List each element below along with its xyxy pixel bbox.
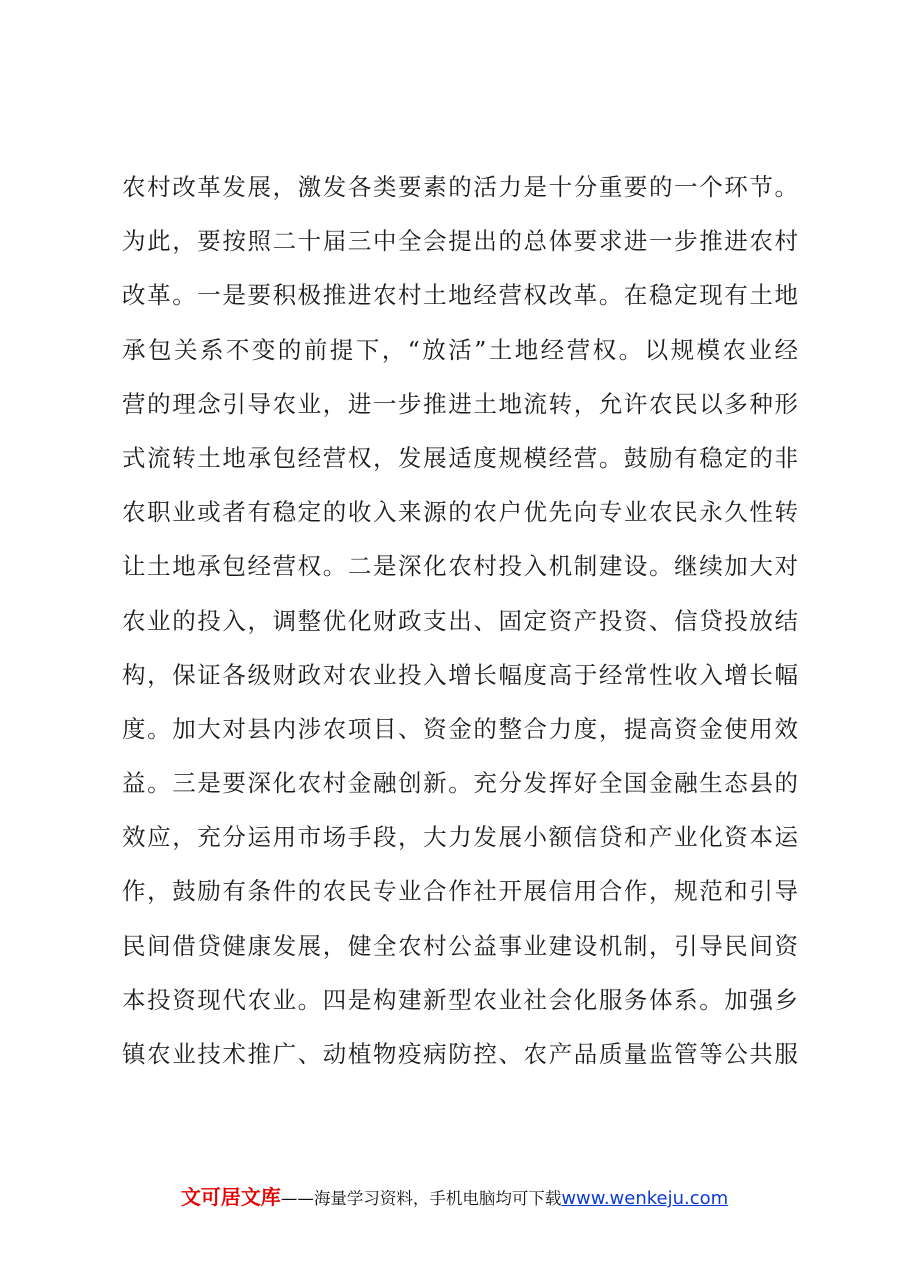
footer-site-link[interactable]: www.wenkeju.com xyxy=(561,1188,729,1209)
text-line: 让土地承包经营权。二是深化农村投入机制建设。继续加大对 xyxy=(122,552,798,581)
text-line: 式流转土地承包经营权，发展适度规模经营。鼓励有稳定的非 xyxy=(122,443,798,472)
text-line: 民间借贷健康发展，健全农村公益事业建设机制，引导民间资 xyxy=(122,931,798,960)
footer-brand: 文可居文库 xyxy=(180,1185,281,1209)
text-line: 镇农业技术推广、动植物疫病防控、农产品质量监管等公共服 xyxy=(122,1040,798,1068)
text-line: 承包关系不变的前提下，“放活”土地经营权。以规模农业经 xyxy=(122,335,798,364)
text-line: 益。三是要深化农村金融创新。充分发挥好全国金融生态县的 xyxy=(122,769,798,798)
text-line: 度。加大对县内涉农项目、资金的整合力度，提高资金使用效 xyxy=(122,714,798,743)
text-line: 改革。一是要积极推进农村土地经营权改革。在稳定现有土地 xyxy=(122,281,798,310)
body-text xyxy=(122,160,798,1081)
text-line: 本投资现代农业。四是构建新型农业社会化服务体系。加强乡 xyxy=(122,985,798,1014)
text-line: 营的理念引导农业，进一步推进土地流转，允许农民以多种形 xyxy=(122,389,798,418)
text-line: 构，保证各级财政对农业投入增长幅度高于经常性收入增长幅 xyxy=(122,660,798,689)
footer-tagline: ——海量学习资料，手机电脑均可下载 xyxy=(280,1189,562,1208)
text-line: 农业的投入，调整优化财政支出、固定资产投资、信贷投放结 xyxy=(122,606,798,635)
text-line: 为此，要按照二十届三中全会提出的总体要求进一步推进农村 xyxy=(122,227,798,256)
footer-banner xyxy=(0,1181,909,1211)
text-line: 农职业或者有稳定的收入来源的农户优先向专业农民永久性转 xyxy=(122,498,798,527)
text-line: 效应，充分运用市场手段，大力发展小额信贷和产业化资本运 xyxy=(122,823,798,852)
text-line: 农村改革发展，激发各类要素的活力是十分重要的一个环节。 xyxy=(122,173,798,201)
text-line: 作，鼓励有条件的农民专业合作社开展信用合作，规范和引导 xyxy=(122,877,798,906)
